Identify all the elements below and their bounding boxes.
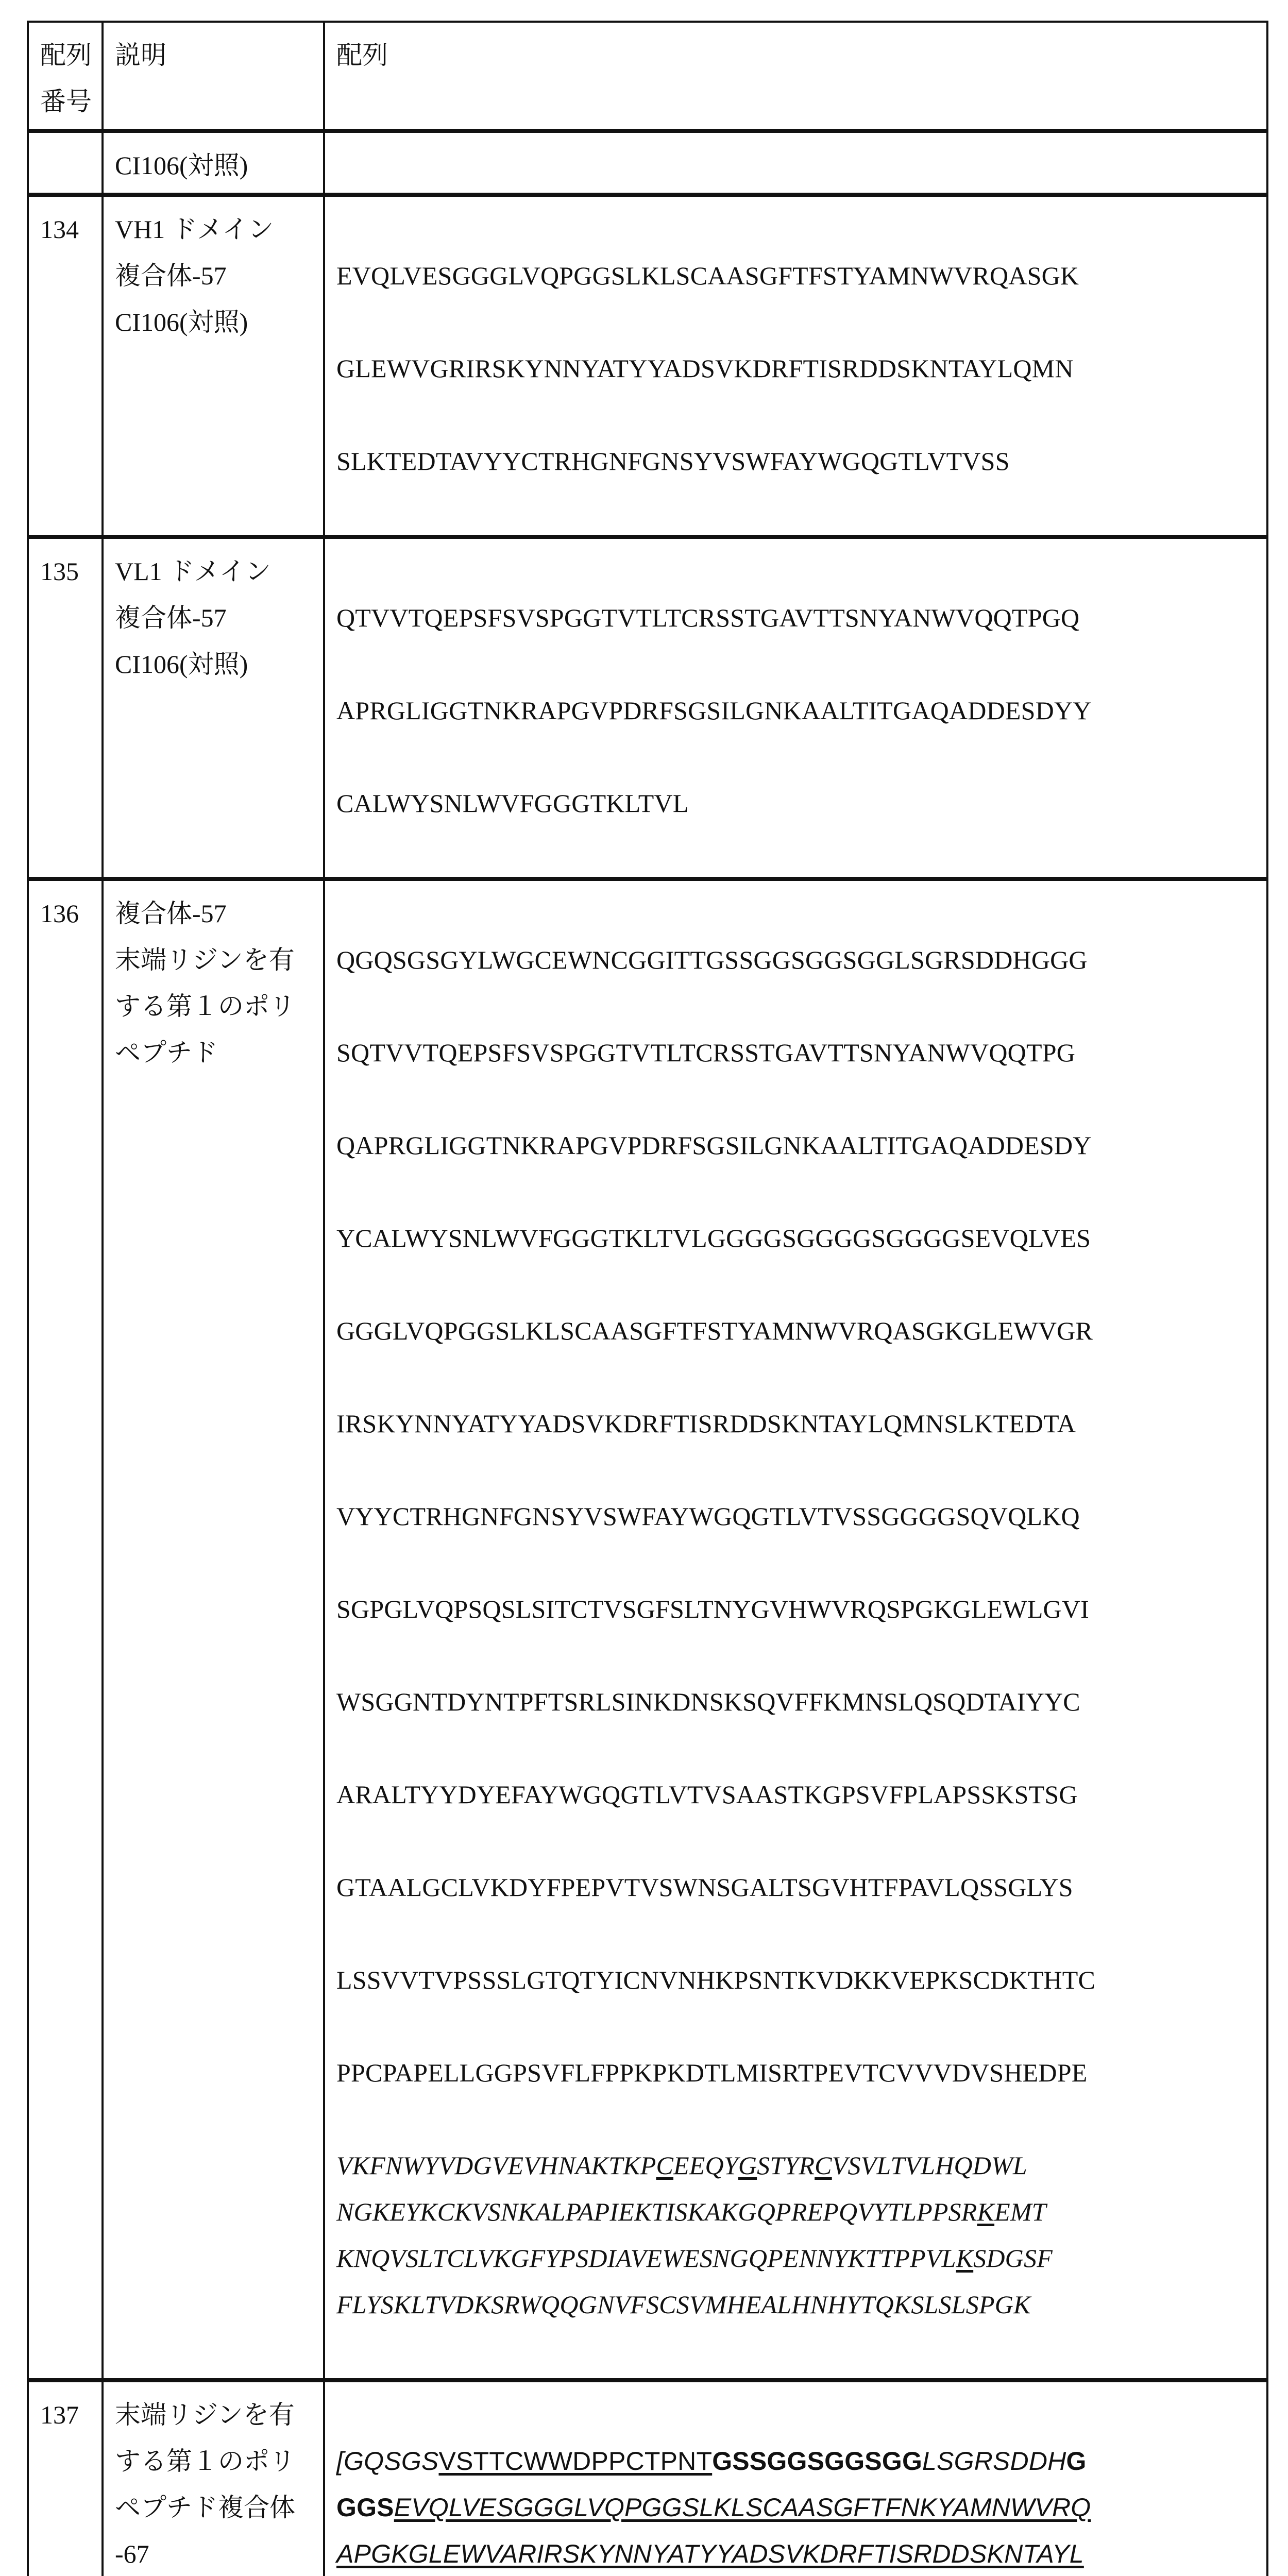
sequence-line: GLEWVGRIRSKYNNYATYYADSVKDRFTISRDDSKNTAYLQMN bbox=[336, 354, 1074, 383]
sequence-line: QGQSGSGYLWGCEWNCGGITTGSSGGSGGSGGLSGRSDDHGGG bbox=[336, 945, 1088, 974]
header-sequence: 配列 bbox=[324, 22, 1267, 131]
table-row bbox=[28, 195, 1267, 537]
sequence-line: QTVVTQEPSFSVSPGGTVTLTCRSSTGAVTTSNYANWVQQTPGQ bbox=[336, 603, 1080, 632]
sequence-line: APRGLIGGTNKRAPGVPDRFSGSILGNKAALTITGAQADDESDYY bbox=[336, 696, 1092, 725]
sequence-line: WSGGNTDYNTPFTSRLSINKDNSKSQVFFKMNSLQSQDTAIYYC bbox=[336, 1687, 1080, 1716]
sequence-line: EVQLVESGGGLVQPGGSLKLSCAASGFTFSTYAMNWVRQASGK bbox=[336, 261, 1079, 290]
table-row bbox=[28, 131, 1267, 195]
sequence-line bbox=[336, 2531, 1261, 2576]
sequence-segment: GGS bbox=[336, 2493, 394, 2522]
sequence-segment: FLYSKLTVDKSRWQQGNVFSCSVMHEALHNHYTQKSLSLSPGK bbox=[336, 2290, 1031, 2319]
sequence-segment: G bbox=[738, 2151, 757, 2180]
table-header-row bbox=[28, 22, 1267, 131]
sequence-segment: EMT bbox=[994, 2197, 1046, 2226]
sequence-line bbox=[336, 2189, 1261, 2235]
description-line: CI106(対照) bbox=[115, 308, 248, 336]
sequence-line bbox=[336, 2438, 1261, 2484]
sequence-segment: NGKEYKCKVSNKALPAPIEKTISKAKGQPREPQVYTLPPSR bbox=[336, 2197, 977, 2226]
sequence-segment: K bbox=[956, 2244, 974, 2273]
description-line: 末端リジンを有 bbox=[115, 945, 295, 974]
sequence-line: GTAALGCLVKDYFPEPVTVSWNSGALTSGVHTFPAVLQSSGLYS bbox=[336, 1873, 1073, 1902]
header-seq-no-line1: 配列 bbox=[40, 41, 92, 70]
sequence-line: CALWYSNLWVFGGGTKLTVL bbox=[336, 789, 689, 818]
description-cell bbox=[103, 879, 324, 2380]
description-line: -67 bbox=[115, 2539, 149, 2568]
seq-no-cell: 137 bbox=[28, 2380, 103, 2576]
header-description: 説明 bbox=[103, 22, 324, 131]
description-line: 末端リジンを有 bbox=[115, 2400, 295, 2429]
description-line: する第１のポリ bbox=[115, 992, 295, 1021]
description-line: 複合体-57 bbox=[115, 261, 227, 290]
sequence-segment: STYR bbox=[757, 2151, 815, 2180]
sequence-line: SLKTEDTAVYYCTRHGNFGNSYVSWFAYWGQGTLVTVSS bbox=[336, 447, 1010, 476]
sequence-table bbox=[27, 21, 1268, 2576]
sequence-segment: GSSGGSGGSGG bbox=[712, 2447, 923, 2476]
sequence-segment: VSVLTVLHQDWL bbox=[832, 2151, 1027, 2180]
sequence-segment: SDGSF bbox=[973, 2244, 1053, 2273]
description-cell bbox=[103, 131, 324, 195]
sequence-segment: G bbox=[1066, 2447, 1087, 2476]
description-line: 複合体-57 bbox=[115, 603, 227, 632]
sequence-segment: K bbox=[977, 2197, 995, 2226]
seq-no-cell bbox=[28, 131, 103, 195]
sequence-cell bbox=[324, 131, 1267, 195]
seq-no-cell: 135 bbox=[28, 537, 103, 879]
styled-sequence-block bbox=[336, 2438, 1261, 2576]
sequence-segment: EVQLVESGGGLVQPGGSLKLSCAASGFTFNKYAMNWVRQ bbox=[394, 2493, 1091, 2522]
description-line: VL1 ドメイン bbox=[115, 557, 271, 586]
sequence-line: YCALWYSNLWVFGGGTKLTVLGGGGSGGGGSGGGGSEVQLVES bbox=[336, 1224, 1091, 1252]
description-line: VH1 ドメイン bbox=[115, 215, 274, 244]
sequence-segment: APGKGLEWVARIRSKYNNYATYYADSVKDRFTISRDDSKNTAYL bbox=[336, 2539, 1084, 2568]
description-line: ペプチド bbox=[115, 1038, 218, 1067]
sequence-line bbox=[336, 2142, 1261, 2189]
sequence-line: QAPRGLIGGTNKRAPGVPDRFSGSILGNKAALTITGAQADDESDY bbox=[336, 1131, 1092, 1160]
seq-no-cell: 136 bbox=[28, 879, 103, 2380]
sequence-segment: EEQY bbox=[673, 2151, 738, 2180]
description-line: 複合体-57 bbox=[115, 899, 227, 928]
sequence-segment: VKFNWYVDGVEVHNAKTKP bbox=[336, 2151, 656, 2180]
sequence-line: GGGLVQPGGSLKLSCAASGFTFSTYAMNWVRQASGKGLEWVGR bbox=[336, 1316, 1093, 1345]
seq-no-cell: 134 bbox=[28, 195, 103, 537]
description-cell bbox=[103, 537, 324, 879]
sequence-line: IRSKYNNYATYYADSVKDRFTISRDDSKNTAYLQMNSLKTEDTA bbox=[336, 1409, 1076, 1438]
description-line: ペプチド複合体 bbox=[115, 2493, 295, 2522]
description-line: CI106(対照) bbox=[115, 650, 248, 679]
sequence-line: SQTVVTQEPSFSVSPGGTVTLTCRSSTGAVTTSNYANWVQQTPG bbox=[336, 1038, 1076, 1067]
sequence-cell bbox=[324, 2380, 1267, 2576]
sequence-line bbox=[336, 2484, 1261, 2531]
sequence-cell bbox=[324, 195, 1267, 537]
header-seq-no bbox=[28, 22, 103, 131]
marked-sequence-block bbox=[336, 2142, 1261, 2328]
sequence-segment: [GQSGS bbox=[336, 2447, 439, 2476]
sequence-line: ARALTYYDYEFAYWGQGTLVTVSAASTKGPSVFPLAPSSKSTSG bbox=[336, 1780, 1078, 1809]
sequence-segment: LSGRSDDH bbox=[922, 2447, 1066, 2476]
sequence-line bbox=[336, 2281, 1261, 2328]
sequence-cell bbox=[324, 879, 1267, 2380]
description-line: する第１のポリ bbox=[115, 2447, 295, 2476]
sequence-line: LSSVVTVPSSSLGTQTYICNVNHKPSNTKVDKKVEPKSCDKTHTC bbox=[336, 1965, 1096, 1994]
sequence-line: VYYCTRHGNFGNSYVSWFAYWGQGTLVTVSSGGGGSQVQLKQ bbox=[336, 1502, 1080, 1531]
description-line: CI106(対照) bbox=[115, 151, 248, 180]
sequence-cell bbox=[324, 537, 1267, 879]
sequence-line: SGPGLVQPSQSLSITCTVSGFSLTNYGVHWVRQSPGKGLEWLGVI bbox=[336, 1595, 1090, 1623]
sequence-line bbox=[336, 2235, 1261, 2281]
description-cell bbox=[103, 2380, 324, 2576]
sequence-segment: C bbox=[656, 2151, 674, 2180]
header-seq-no-line2: 番号 bbox=[40, 87, 92, 116]
table-row bbox=[28, 2380, 1267, 2576]
sequence-line: PPCPAPELLGGPSVFLFPPKPKDTLMISRTPEVTCVVVDVSHEDPE bbox=[336, 2058, 1088, 2087]
table-row bbox=[28, 879, 1267, 2380]
sequence-segment: C bbox=[815, 2151, 832, 2180]
table-row bbox=[28, 537, 1267, 879]
description-cell bbox=[103, 195, 324, 537]
sequence-segment: VSTTCWWDPPCTPNT bbox=[438, 2447, 713, 2476]
sequence-segment: KNQVSLTCLVKGFYPSDIAVEWESNGQPENNYKTTPPVL bbox=[336, 2244, 956, 2273]
